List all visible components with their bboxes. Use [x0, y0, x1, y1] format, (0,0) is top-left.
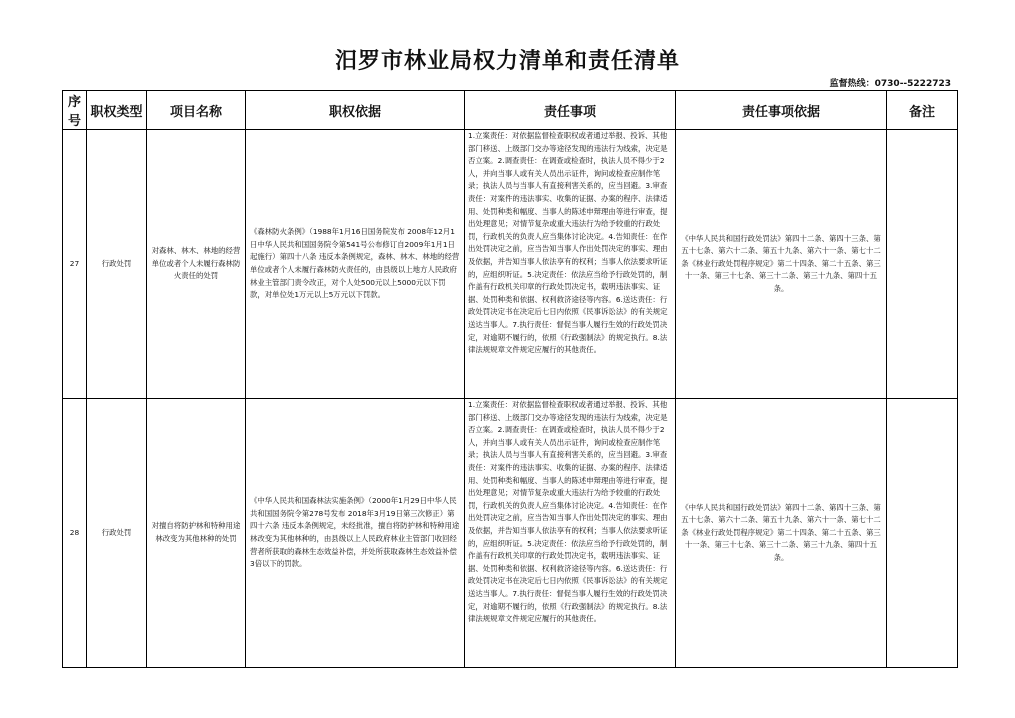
power-responsibility-table — [62, 90, 958, 668]
row-name: 对擅自将防护林和特种用途林改变为其他林种的处罚 — [147, 399, 246, 668]
row-remark — [887, 130, 958, 399]
header-no: 序号 — [63, 91, 87, 130]
row-remark — [887, 399, 958, 668]
row-duty-basis: 《中华人民共和国行政处罚法》第四十二条、第四十三条、第五十七条、第六十二条、第五十九条、第六十一条、第七十二条《林业行政处罚程序规定》第二十四条、第二十五条、第三十一条、第三十七条、第三十二条、第三十九条、第四十五条。 — [676, 399, 887, 668]
table-header-row — [63, 91, 958, 130]
header-duties: 责任事项 — [465, 91, 676, 130]
document-title: 汨罗市林业局权力清单和责任清单 — [334, 49, 680, 74]
row-no: 28 — [63, 399, 87, 668]
row-duties-cell — [465, 399, 676, 668]
row-duties: 1.立案责任：对依据监督检查职权或者通过举报、投诉、其他部门移送、上级部门交办等途径发现的违法行为线索，决定是否立案。2.调查责任：在调查或检查时，执法人员不得少于2人，并向当事人或有关人员出示证件，询问或检查应制作笔录；执法人员与当事人有直接利害关系的，应当回避。3.审查责任：对案件的违法事实、收集的证据、办案的程序、法律适用、处罚种类和幅度、当事人的陈述申辩理由等进行审查，提出处理意见；对情节复杂或重大违法行为给予较重的行政处罚，行政机关的负责人应当集体讨论决定。4.告知责任：在作出处罚决定之前，应当告知当事人作出处罚决定的事实、理由及依据，并告知当事人依法享有的权利；当事人依法要求听证的，应组织听证。5.决定责任：依法应当给予行政处罚的，制作盖有行政机关印章的行政处罚决定书，载明违法事实、证据、处罚种类和依据、权利救济途径等内容。6.送达责任：行政处罚决定书在决定后七日内依照《民事诉讼法》的有关规定送达当事人。7.执行责任：督促当事人履行生效的行政处罚决定，对逾期不履行的，依照《行政强制法》的规定执行。8.法律法规规章文件规定应履行的其他责任。 — [468, 131, 668, 355]
header-remark: 备注 — [887, 91, 958, 130]
row-name: 对森林、林木、林地的经营单位或者个人未履行森林防火责任的处罚 — [147, 130, 246, 399]
row-type: 行政处罚 — [87, 399, 147, 668]
row-duties-cell — [465, 130, 676, 399]
row-type: 行政处罚 — [87, 130, 147, 399]
header-basis: 职权依据 — [246, 91, 465, 130]
row-basis: 《森林防火条例》（1988年1月16日国务院发布 2008年12月1日中华人民共和国国务院令第541号公布修订自2009年1月1日起施行）第四十八条 违反本条例规定，森林、林木、林地的经营单位或者个人未履行森林防火责任的，由县级以上地方人民政府林业主管部门责令改正，对个人处500元以上5000元以下罚款，对单位处1万元以上5万元以下罚款。 — [246, 130, 465, 399]
header-name: 项目名称 — [147, 91, 246, 130]
header-duty-basis: 责任事项依据 — [676, 91, 887, 130]
row-basis: 《中华人民共和国森林法实施条例》（2000年1月29日中华人民共和国国务院令第278号发布 2018年3月19日第三次修正）第四十六条 违反本条例规定，未经批准，擅自将防护林和特种用途林改变为其他林种的，由县级以上人民政府林业主管部门收回经营者所获取的森林生态效益补偿，并处所获取森林生态效益补偿3倍以下的罚款。 — [246, 399, 465, 668]
table-row — [63, 399, 958, 668]
row-no: 27 — [63, 130, 87, 399]
header-type: 职权类型 — [87, 91, 147, 130]
row-duties: 1.立案责任：对依据监督检查职权或者通过举报、投诉、其他部门移送、上级部门交办等途径发现的违法行为线索，决定是否立案。2.调查责任：在调查或检查时，执法人员不得少于2人，并向当事人或有关人员出示证件，询问或检查应制作笔录；执法人员与当事人有直接利害关系的，应当回避。3.审查责任：对案件的违法事实、收集的证据、办案的程序、法律适用、处罚种类和幅度、当事人的陈述申辩理由等进行审查，提出处理意见；对情节复杂或重大违法行为给予较重的行政处罚，行政机关的负责人应当集体讨论决定。4.告知责任：在作出处罚决定之前，应当告知当事人作出处罚决定的事实、理由及依据，并告知当事人依法享有的权利；当事人依法要求听证的，应组织听证。5.决定责任：依法应当给予行政处罚的，制作盖有行政机关印章的行政处罚决定书，载明违法事实、证据、处罚种类和依据、权利救济途径等内容。6.送达责任：行政处罚决定书在决定后七日内依照《民事诉讼法》的有关规定送达当事人。7.执行责任：督促当事人履行生效的行政处罚决定，对逾期不履行的，依照《行政强制法》的规定执行。8.法律法规规章文件规定应履行的其他责任。 — [468, 400, 668, 624]
table-row — [63, 130, 958, 399]
row-duty-basis: 《中华人民共和国行政处罚法》第四十二条、第四十三条、第五十七条、第六十二条、第五十九条、第六十一条、第七十二条《林业行政处罚程序规定》第二十四条、第二十五条、第三十一条、第三十七条、第三十二条、第三十九条、第四十五条。 — [676, 130, 887, 399]
supervision-hotline: 监督热线：0730--5222723 — [829, 79, 951, 89]
